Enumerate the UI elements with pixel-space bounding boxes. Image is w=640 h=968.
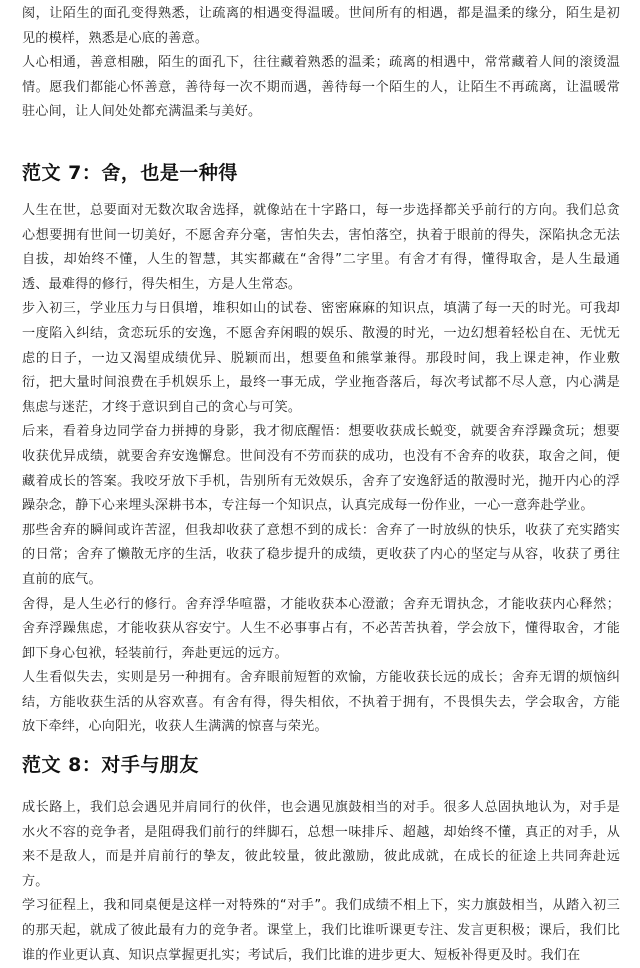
paragraph: 人心相通，善意相融，陌生的面孔下，往往藏着熟悉的温柔；疏离的相遇中，常常藏着人间的滚烫温情。愿我们都能心怀善意，善待每一次不期而遇，善待每一个陌生的人，让陌生不再疏离，让温暖常驻心间，让人间处处都充满温柔与美好。 (22, 55, 620, 120)
essay-7-body (22, 199, 620, 740)
paragraph: 人生看似失去，实则是另一种拥有。舍弃眼前短暂的欢愉，方能收获长远的成长；舍弃无谓的烦恼纠结，方能收获生活的从容欢喜。有舍有得，得失相依，不执着于拥有，不畏惧失去，学会取舍，方能放下牵绊，心向阳光，收获人生满满的惊喜与荣光。 (22, 670, 620, 735)
paragraph: 学习征程上，我和同桌便是这样一对特殊的“对手”。我们成绩不相上下，实力旗鼓相当，从踏入初三的那天起，就成了彼此最有力的竞争者。课堂上，我们比谁听课更专注、发言更积极；课后，我们比谁的作业更认真、知识点掌握更扎实；考试后，我们比谁的进步更大、短板补得更及时。我们在 (22, 898, 620, 963)
essay-8-body (22, 796, 620, 968)
document-page (22, 0, 620, 963)
paragraph: 人生在世，总要面对无数次取舍选择，就像站在十字路口，每一步选择都关乎前行的方向。我们总贪心想要拥有世间一切美好，不愿舍弃分毫，害怕失去，害怕落空，执着于眼前的得失，深陷执念无法自拔，却始终不懂，人生的智慧，其实都藏在“舍得”二字里。有舍才有得，懂得取舍，是人生最通透、最难得的修行，得失相生，方是人生常态。 (22, 203, 620, 292)
essay-8-title: 范文 8：对手与朋友 (22, 754, 199, 776)
essay-7-title: 范文 7：舍，也是一种得 (22, 162, 238, 184)
paragraph: 舍得，是人生必行的修行。舍弃浮华喧嚣，才能收获本心澄澈；舍弃无谓执念，才能收获内心释然；舍弃浮躁焦虑，才能收获从容安宁。人生不必事事占有，不必苦苦执着，学会放下，懂得取舍，才能卸下身心包袱，轻装前行，奔赴更远的远方。 (22, 596, 620, 661)
paragraph: 阂，让陌生的面孔变得熟悉，让疏离的相遇变得温暖。世间所有的相遇，都是温柔的缘分，陌生是初见的模样，熟悉是心底的善意。 (22, 6, 620, 46)
paragraph: 成长路上，我们总会遇见并肩同行的伙伴，也会遇见旗鼓相当的对手。很多人总固执地认为，对手是水火不容的竞争者，是阻碍我们前行的绊脚石，总想一味排斥、超越，却始终不懂，真正的对手，从来不是敌人，而是并肩前行的挚友，彼此较量，彼此激励，彼此成就，在成长的征途上共同奔赴远方。 (22, 800, 620, 889)
intro-section (22, 2, 620, 125)
paragraph: 步入初三，学业压力与日俱增，堆积如山的试卷、密密麻麻的知识点，填满了每一天的时光。可我却一度陷入纠结，贪恋玩乐的安逸，不愿舍弃闲暇的娱乐、散漫的时光，一边幻想着轻松自在、无忧无虑的日子，一边又渴望成绩优异、脱颖而出，想要鱼和熊掌兼得。那段时间，我上课走神，作业敷衍，把大量时间浪费在手机娱乐上，最终一事无成，学业拖沓落后，每次考试都不尽人意，内心满是焦虑与迷茫，才终于意识到自己的贪心与可笑。 (22, 301, 620, 415)
paragraph: 那些舍弃的瞬间或许苦涩，但我却收获了意想不到的成长：舍弃了一时放纵的快乐，收获了充实踏实的日常；舍弃了懒散无序的生活，收获了稳步提升的成绩，更收获了内心的坚定与从容，收获了勇往直前的底气。 (22, 522, 620, 587)
paragraph: 后来，看着身边同学奋力拼搏的身影，我才彻底醒悟：想要收获成长蜕变，就要舍弃浮躁贪玩；想要收获优异成绩，就要舍弃安逸懈怠。世间没有不劳而获的成功，也没有不舍弃的收获，取舍之间，便藏着成长的答案。我咬牙放下手机，告别所有无效娱乐，舍弃了安逸舒适的散漫时光，抛开内心的浮躁杂念，静下心来埋头深耕书本，专注每一个知识点，认真完成每一份作业，一心一意奔赴学业。 (22, 424, 620, 514)
